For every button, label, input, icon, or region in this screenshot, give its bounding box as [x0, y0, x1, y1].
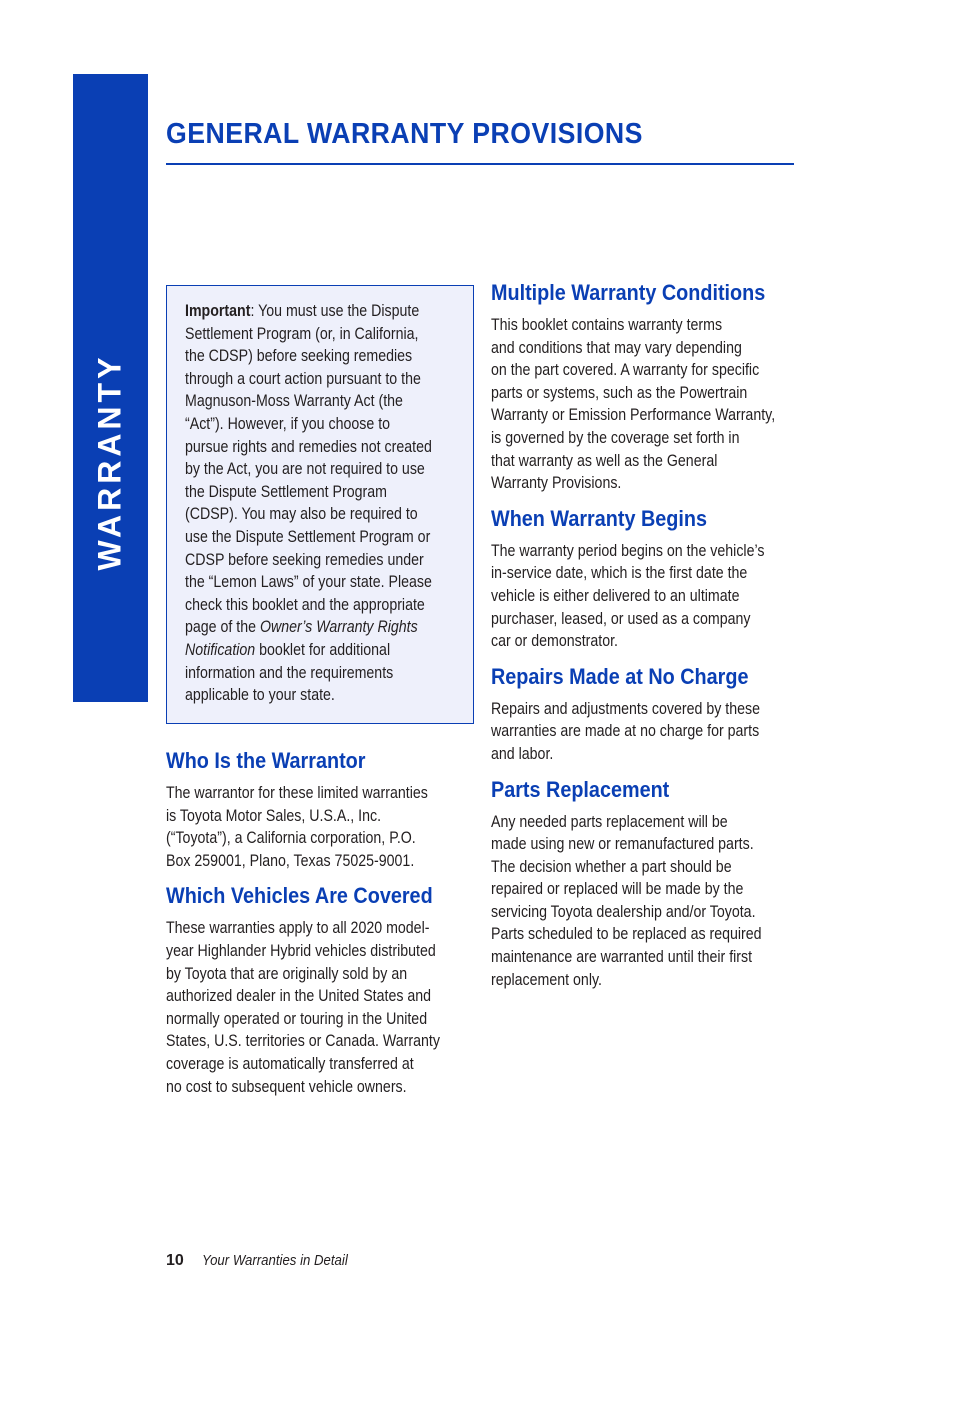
section-heading: Multiple Warranty Conditions — [491, 280, 766, 305]
section-heading: Parts Replacement — [491, 776, 670, 802]
section-body: These warranties apply to all 2020 model- year Highlander Hybrid vehicles distributed by Toyota that are originally sold by an authorized dealer in the United States and normally operated or touring in the United States, U.S. territories or Canada. Warranty coverage is automatically transferred at no cost to subsequent vehicle owners. — [166, 919, 440, 1096]
section-body: The warrantor for these limited warranties is Toyota Motor Sales, U.S.A., Inc. (“Toyota”), a California corporation, P.O. Box 259001, Plano, Texas 75025-9001. — [166, 784, 428, 870]
section-vehicles-covered — [166, 881, 466, 1098]
footer-section-title: Your Warranties in Detail — [202, 1252, 349, 1269]
page-footer — [166, 1252, 368, 1270]
notice-text: Important: You must use the Dispute Settlement Program (or, in California, the CDSP) before seeking remedies through a court action pursuant to the Magnuson-Moss Warranty Act (the “Act”). However, if you choose to pursue rights and remedies not created by the Act, you are not required to use the Dispute Settlement Program (CDSP). You may also be required to use the Dispute Settlement Program or CDSP before seeking remedies under the “Lemon Laws” of your state. Please check this booklet and the appropriate page of the Owner’s Warranty Rights Notification booklet for additional information and the requirements applicable to your state. — [185, 302, 432, 705]
section-body: Repairs and adjustments covered by these warranties are made at no charge for parts and labor. — [491, 699, 760, 763]
notice-label: Important — [185, 302, 251, 320]
section-no-charge — [491, 662, 796, 766]
section-who-is-warrantor — [166, 746, 466, 872]
page-title: GENERAL WARRANTY PROVISIONS — [166, 118, 643, 150]
section-heading: When Warranty Begins — [491, 505, 707, 531]
page-number: 10 — [166, 1252, 184, 1269]
side-tab-label: WARRANTY — [91, 353, 128, 571]
booklet-title: Owner’s Warranty Rights — [259, 618, 418, 637]
title-divider — [166, 163, 794, 165]
right-column — [491, 278, 796, 1000]
section-body: The warranty period begins on the vehicle’s in-service date, which is the first date the vehicle is either delivered to an ultimate purchaser, leased, or used as a company car or demonstrator. — [491, 541, 765, 651]
section-heading: Which Vehicles Are Covered — [166, 883, 433, 909]
section-heading: Repairs Made at No Charge — [491, 663, 749, 689]
booklet-title-end: Notification — [185, 640, 256, 659]
section-heading: Who Is the Warrantor — [166, 748, 366, 773]
section-body: This booklet contains warranty terms and conditions that may vary depending on the part covered. A warranty for specific parts or systems, such as the Powertrain Warranty or Emission Performance Warranty, is governed by the coverage set forth in that warranty as well as the General Warranty Provisions. — [491, 316, 776, 493]
section-multiple-conditions — [491, 278, 796, 495]
section-body: Any needed parts replacement will be made using new or remanufactured parts. The decision whether a part should be repaired or replaced will be made by the servicing Toyota dealership and/or Toyota. Parts scheduled to be replaced as required maintenance are warranted until their first replacement only. — [491, 812, 762, 989]
section-warranty-begins — [491, 504, 796, 653]
section-parts-replacement — [491, 775, 796, 992]
important-notice — [166, 285, 474, 724]
side-tab — [73, 74, 148, 702]
left-column — [166, 746, 466, 1107]
